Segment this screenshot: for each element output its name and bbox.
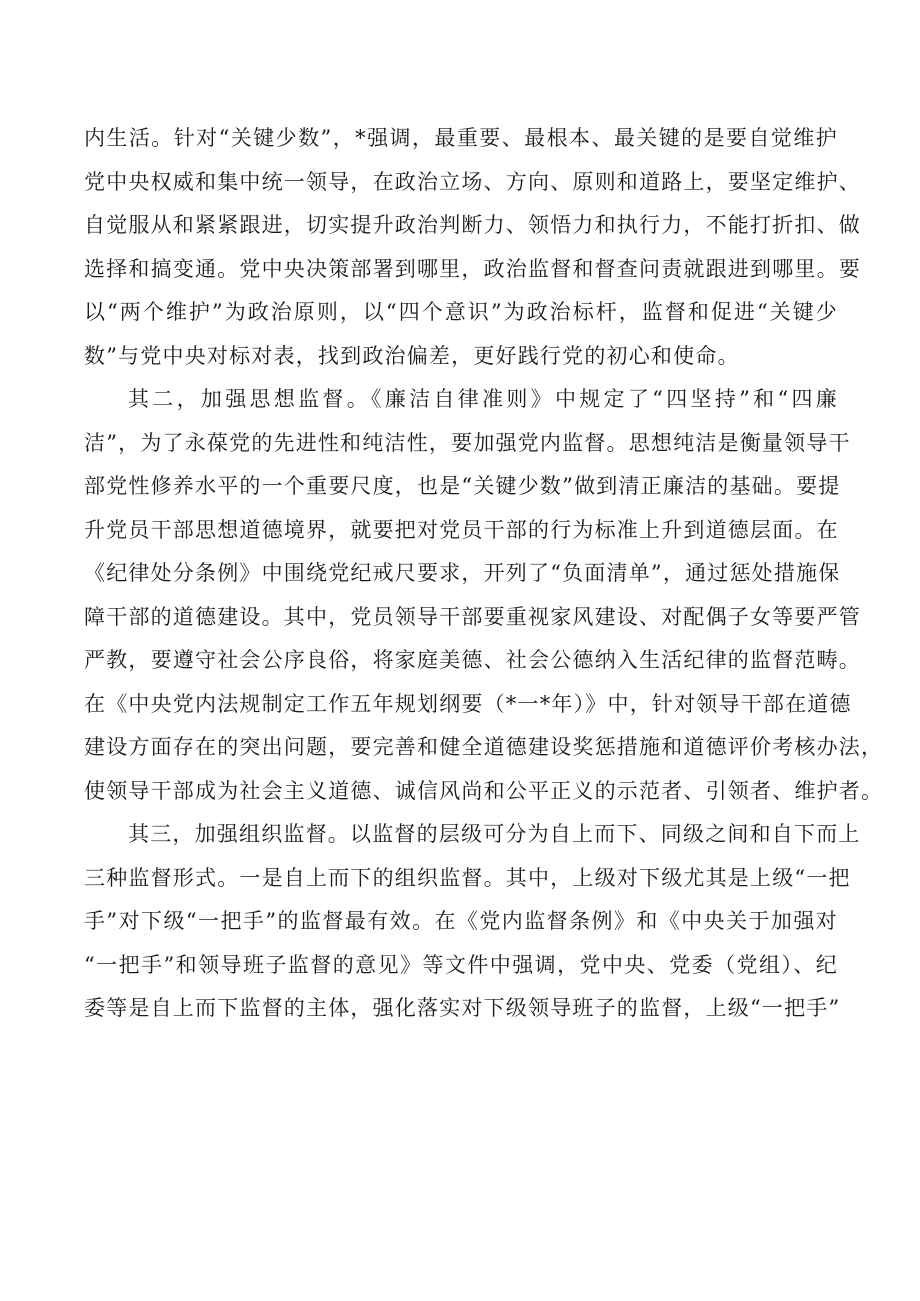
paragraph-organizational-supervision [84,813,861,1031]
text-line: 数”与党中央对标对表，找到政治偏差，更好践行党的初心和使命。 [84,343,740,368]
text-line: 建设方面存在的突出问题，要完善和健全道德建设奖惩措施和道德评价考核办法， [84,735,884,759]
document-body [84,117,884,1031]
text-line: 洁”，为了永葆党的先进性和纯洁性，要加强党内监督。思想纯洁是衡量领导干 [84,430,851,455]
text-line: 其三，加强组织监督。以监督的层级可分为自上而下、同级之间和自下而上 [128,822,861,846]
text-line: 其二，加强思想监督。《廉洁自律准则》中规定了“四坚持”和“四廉 [128,387,838,411]
text-line: 选择和搞变通。党中央决策部署到哪里，政治监督和督查问责就跟进到哪里。要 [84,256,861,281]
text-line: 严教，要遵守社会公序良俗，将家庭美德、社会公德纳入生活纪律的监督范畴。 [84,648,861,672]
text-line: 内生活。针对“关键少数”，*强调，最重要、最根本、最关键的是要自觉维护 [84,126,838,150]
text-line: 自觉服从和紧紧跟进，切实提升政治判断力、领悟力和执行力，不能打折扣、做 [84,213,861,237]
text-line: 在《中央党内法规制定工作五年规划纲要（*一*年）》中，针对领导干部在道德 [84,691,852,716]
text-line: 党中央权威和集中统一领导，在政治立场、方向、原则和道路上，要坚定维护、 [84,169,861,194]
paragraph-ideological-supervision [84,378,884,813]
text-line: 升党员干部思想道德境界，就要把对党员干部的行为标准上升到道德层面。在 [84,517,839,542]
text-line: 《纪律处分条例》中围绕党纪戒尺要求，开列了“负面清单”，通过惩处措施保 [84,561,841,585]
text-line: “一把手”和领导班子监督的意见》等文件中强调，党中央、党委（党组）、纪 [84,952,838,977]
text-line: 障干部的道德建设。其中，党员领导干部要重视家风建设、对配偶子女等要严管 [84,604,861,629]
text-line: 以“两个维护”为政治原则，以“四个意识”为政治标杆，监督和促进“关键少 [84,300,838,324]
text-line: 使领导干部成为社会主义道德、诚信风尚和公平正义的示范者、引领者、维护者。 [84,778,884,803]
paragraph-political-supervision [84,117,861,378]
text-line: 部党性修养水平的一个重要尺度，也是“关键少数”做到清正廉洁的基础。要提 [84,474,841,498]
text-line: 三种监督形式。一是自上而下的组织监督。其中，上级对下级尤其是上级“一把 [84,865,851,890]
text-line: 手”对下级“一把手”的监督最有效。在《党内监督条例》和《中央关于加强对 [84,909,838,933]
text-line: 委等是自上而下监督的主体，强化落实对下级领导班子的监督，上级“一把手” [84,996,841,1020]
